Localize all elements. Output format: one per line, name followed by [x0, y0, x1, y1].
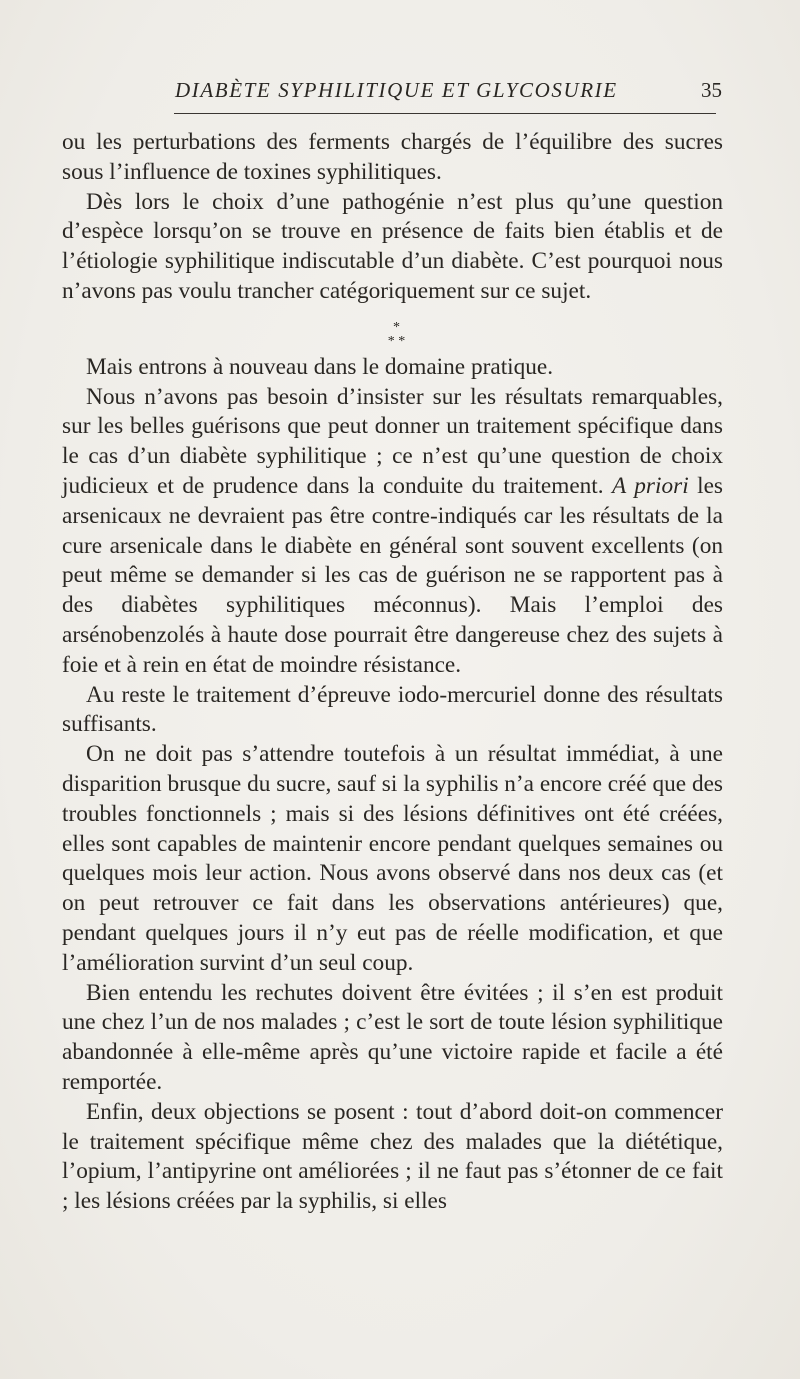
- paragraph-1: ou les perturbations des ferments chargés de l’équilibre des sucres sous l’influence de toxines syphilitiques.: [62, 129, 723, 185]
- header-rule: [174, 113, 716, 114]
- page-number: 35: [701, 78, 722, 102]
- body-text: [62, 128, 723, 1217]
- paragraph-4-start: Nous n’avons pas besoin d’insister sur les résultats remarquables, sur les belles guérisons que peut donner un traitement spécifique dans le cas d’un diabète syphilitique ; ce n’est qu’une question de choix judicieux et de prudence dans la conduite du traitement.: [62, 383, 723, 499]
- paragraph-5: Au reste le traitement d’épreuve iodo-mercuriel donne des résultats suffisants.: [62, 681, 723, 738]
- paragraph-4-end: les arsenicaux ne devraient pas être contre-indiqués car les résultats de la cure arsenicale dans le diabète en général sont souvent excellents (on peut même se demander si les cas de guérison ne se rapportent pas à des diabètes syphilitiques méconnus). Mais l’emploi des arsénobenzolés à haute dose pourrait être dangereuse chez des sujets à foie et à rein en état de moindre résistance.: [62, 472, 723, 678]
- separator-bottom-stars: * *: [387, 333, 406, 349]
- separator-top-star: *: [393, 319, 400, 335]
- running-title: DIABÈTE SYPHILITIQUE ET GLYCOSURIE: [175, 78, 618, 102]
- paragraph-4-italic: A priori: [612, 472, 689, 499]
- paragraph-2: Dès lors le choix d’une pathogénie n’est plus qu’une question d’espèce lorsqu’on se trouve en présence de faits bien établis et de l’étiologie syphilitique indiscutable d’un diabète. C’est pourquoi nous n’avons pas voulu trancher catégoriquement sur ce sujet.: [62, 188, 723, 304]
- section-separator: [62, 307, 723, 353]
- paragraph-6: On ne doit pas s’attendre toutefois à un résultat immédiat, à une disparition brusque du sucre, sauf si la syphilis n’a encore créé que des troubles fonctionnels ; mais si des lésions définitives ont été créées, elles sont capables de maintenir encore pendant quelques semaines ou quelques mois leur action. Nous avons observé dans nos deux cas (et on peut retrouver ce fait dans les observations antérieures) que, pendant quelques jours il n’y eut pas de réelle modification, et que l’amélioration survint d’un seul coup.: [62, 741, 723, 976]
- running-head: [62, 78, 722, 110]
- paragraph-8: Enfin, deux objections se posent : tout d’abord doit-on commencer le traitement spécifique même chez des malades que la diététique, l’opium, l’antipyrine ont améliorées ; il ne faut pas s’étonner de ce fait ; les lésions créées par la syphilis, si elles: [62, 1098, 723, 1215]
- paragraph-4: [62, 383, 723, 681]
- paragraph-3: Mais entrons à nouveau dans le domaine pratique.: [86, 353, 554, 380]
- paragraph-7: Bien entendu les rechutes doivent être évitées ; il s’en est produit une chez l’un de nos malades ; c’est le sort de toute lésion syphilitique abandonnée à elle-même après qu’une victoire rapide et facile a été remportée.: [62, 979, 723, 1095]
